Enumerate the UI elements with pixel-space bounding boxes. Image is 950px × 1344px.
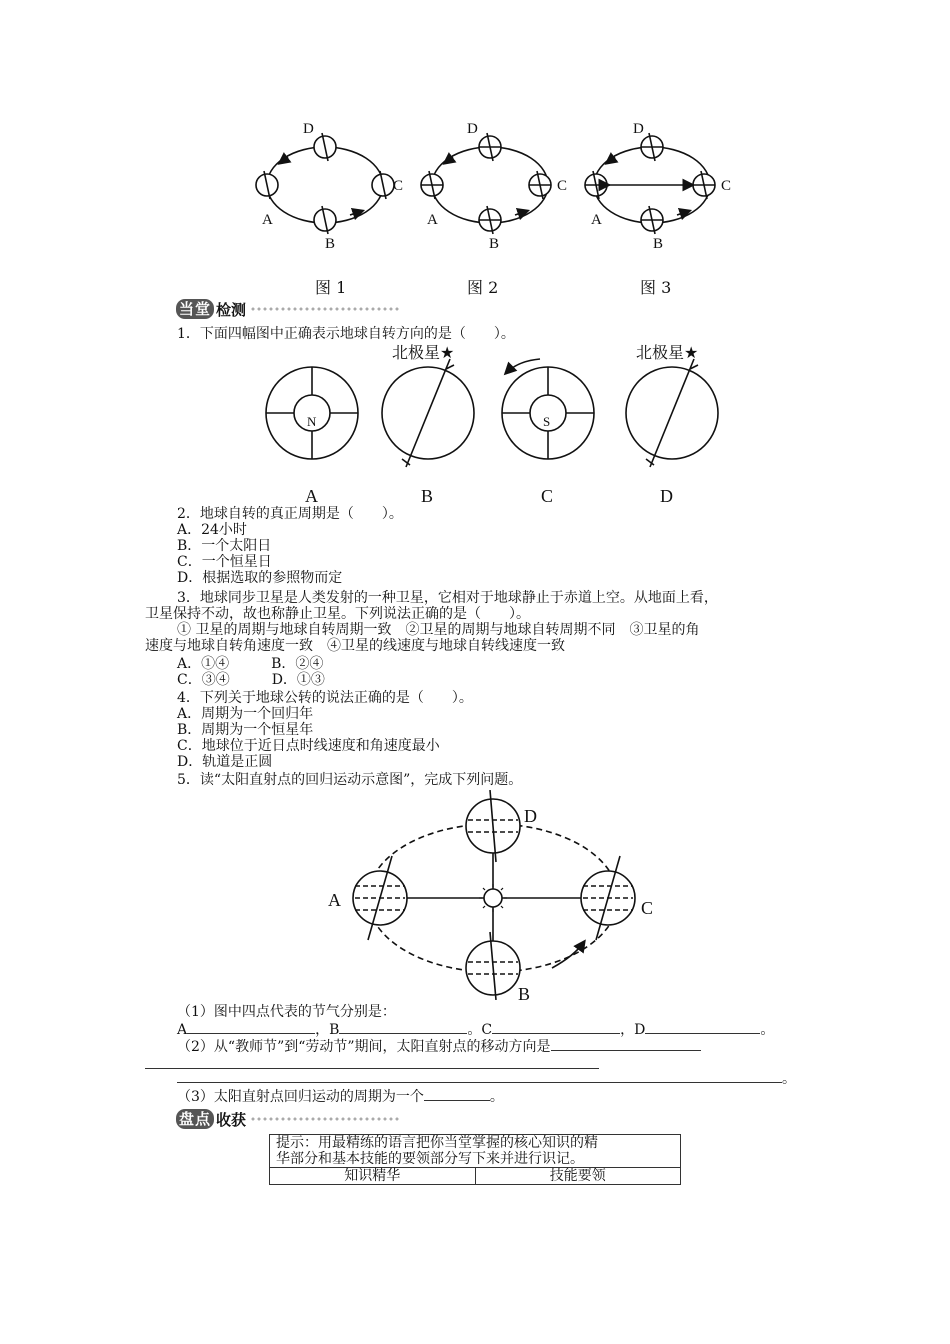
section-check-badge: 当堂	[176, 299, 214, 319]
section-check-dots	[250, 305, 400, 313]
fig1-label-a: A	[262, 212, 273, 228]
q1-option-a: A	[305, 486, 318, 506]
q4-option-c: C．地球位于近日点时线速度和角速度最小	[177, 738, 440, 754]
q5-label-a: A	[328, 890, 341, 910]
q5-sub2-text: （2）从“教师节”到“劳动节”期间，太阳直射点的移动方向是	[177, 1039, 551, 1055]
blank-period[interactable]	[424, 1088, 490, 1101]
blank-a[interactable]	[187, 1021, 315, 1034]
summary-tip	[270, 1135, 681, 1168]
figure-3-caption: 图 3	[640, 278, 672, 297]
fig3-label-c: C	[721, 178, 732, 194]
section-check-label: 检测	[216, 300, 247, 319]
q1-diagram-d	[626, 359, 718, 467]
blank-c[interactable]	[492, 1021, 620, 1034]
fig3-label-b: B	[653, 236, 664, 252]
fig2-label-c: C	[557, 178, 568, 194]
q2-option-c: C．一个恒星日	[177, 554, 272, 570]
fig3-label-d: D	[633, 121, 644, 137]
q5-sub1-b: ，B	[315, 1022, 340, 1038]
fig2-label-a: A	[427, 212, 438, 228]
q2-stem: 2．地球自转的真正周期是（ ）。	[177, 506, 403, 522]
earth-a	[353, 856, 407, 940]
blank-d[interactable]	[645, 1021, 760, 1034]
q1-option-d: D	[660, 486, 673, 506]
q1-diagram-a	[266, 367, 358, 459]
q5-sub1-fill	[177, 1021, 774, 1038]
q1-diagram-b	[382, 359, 474, 467]
q5-stem: 5．读“太阳直射点的回归运动示意图”，完成下列问题。	[177, 772, 523, 788]
section-summary-dots	[250, 1115, 400, 1123]
fig1-label-d: D	[303, 121, 314, 137]
q1-diagrams	[260, 355, 730, 475]
earth-b	[466, 932, 520, 1000]
q3-options-row1: A．①④ B．②④	[177, 656, 324, 672]
summary-col-skills: 技能要领	[475, 1168, 681, 1185]
q4-stem: 4．下列关于地球公转的说法正确的是（ ）。	[177, 690, 473, 706]
q5-sub3-text: （3）太阳直射点回归运动的周期为一个	[177, 1089, 424, 1105]
q5-label-c: C	[641, 898, 654, 918]
q5-sub1-d: ，D	[620, 1022, 646, 1038]
fig3-label-a: A	[591, 212, 602, 228]
summary-tip-line2: 华部分和基本技能的要领部分写下来并进行识记。	[276, 1151, 584, 1167]
q5-sub2-cont	[177, 1070, 796, 1087]
figure-2-caption: 图 2	[467, 278, 499, 297]
q1-option-c: C	[541, 486, 554, 506]
q3-stem-line1: 3．地球同步卫星是人类发射的一种卫星，它相对于地球静止于赤道上空。从地面上看，	[177, 590, 718, 606]
q5-sub3-end: 。	[489, 1089, 504, 1105]
blank-b[interactable]	[339, 1021, 467, 1034]
figure-2	[421, 133, 551, 234]
fig2-label-b: B	[489, 236, 500, 252]
blank-direction-3[interactable]	[177, 1070, 782, 1083]
summary-tip-row	[270, 1135, 681, 1168]
q1-pole-s: S	[543, 414, 551, 429]
q5-sub1-c: 。C	[467, 1022, 493, 1038]
q1-star-label-b: 北极星★	[392, 343, 455, 362]
blank-direction-2[interactable]	[145, 1068, 599, 1069]
blank-direction-1[interactable]	[551, 1038, 701, 1051]
section-summary-header	[176, 1108, 400, 1130]
fig1-label-c: C	[393, 178, 404, 194]
q4-option-d: D．轨道是正圆	[177, 754, 273, 770]
q1-stem: 1．下面四幅图中正确表示地球自转方向的是（ ）。	[177, 326, 515, 342]
q5-sub1-a: A	[177, 1022, 188, 1038]
q5-sub3	[177, 1088, 504, 1105]
q5-label-b: B	[518, 984, 531, 1004]
q2-option-a: A．24小时	[177, 522, 247, 538]
section-summary-label: 收获	[216, 1110, 247, 1129]
summary-col-knowledge: 知识精华	[270, 1168, 476, 1185]
figure-1	[256, 133, 394, 234]
q4-option-b: B．周期为一个恒星年	[177, 722, 314, 738]
section-check-header	[176, 298, 400, 320]
q1-star-label-d: 北极星★	[636, 343, 699, 362]
q1-pole-n: N	[307, 414, 317, 429]
q5-sub2	[177, 1038, 701, 1055]
q2-option-d: D．根据选取的参照物而定	[177, 570, 343, 586]
q5-sub2-end: 。	[782, 1071, 796, 1087]
earth-d	[466, 790, 520, 862]
summary-header-row	[270, 1168, 681, 1185]
q5-diagram	[340, 790, 650, 1000]
section-summary-badge: 盘点	[176, 1109, 214, 1129]
q1-option-b: B	[421, 486, 434, 506]
summary-table	[269, 1134, 681, 1185]
q3-statement-line2: 速度与地球自转角速度一致 ④卫星的线速度与地球自转线速度一致	[145, 638, 565, 654]
fig2-label-d: D	[467, 121, 478, 137]
q3-stem-line2: 卫星保持不动，故也称静止卫星。下列说法正确的是（ ）。	[145, 606, 530, 622]
figure-1-caption: 图 1	[315, 278, 347, 297]
q4-option-a: A．周期为一个回归年	[177, 706, 314, 722]
fig1-label-b: B	[325, 236, 336, 252]
q5-sub1: （1）图中四点代表的节气分别是：	[177, 1004, 396, 1020]
figure-3	[585, 133, 715, 234]
q5-sub1-end: 。	[760, 1022, 775, 1038]
q1-diagram-c	[502, 359, 594, 459]
q2-option-b: B．一个太阳日	[177, 538, 272, 554]
q3-statement-line1: ① 卫星的周期与地球自转周期一致 ②卫星的周期与地球自转周期不同 ③卫星的角	[177, 622, 700, 638]
summary-tip-line1: 提示：用最精练的语言把你当堂掌握的核心知识的精	[276, 1135, 598, 1151]
q5-label-d: D	[524, 806, 537, 826]
q3-options-row2: C．③④ D．①③	[177, 672, 325, 688]
